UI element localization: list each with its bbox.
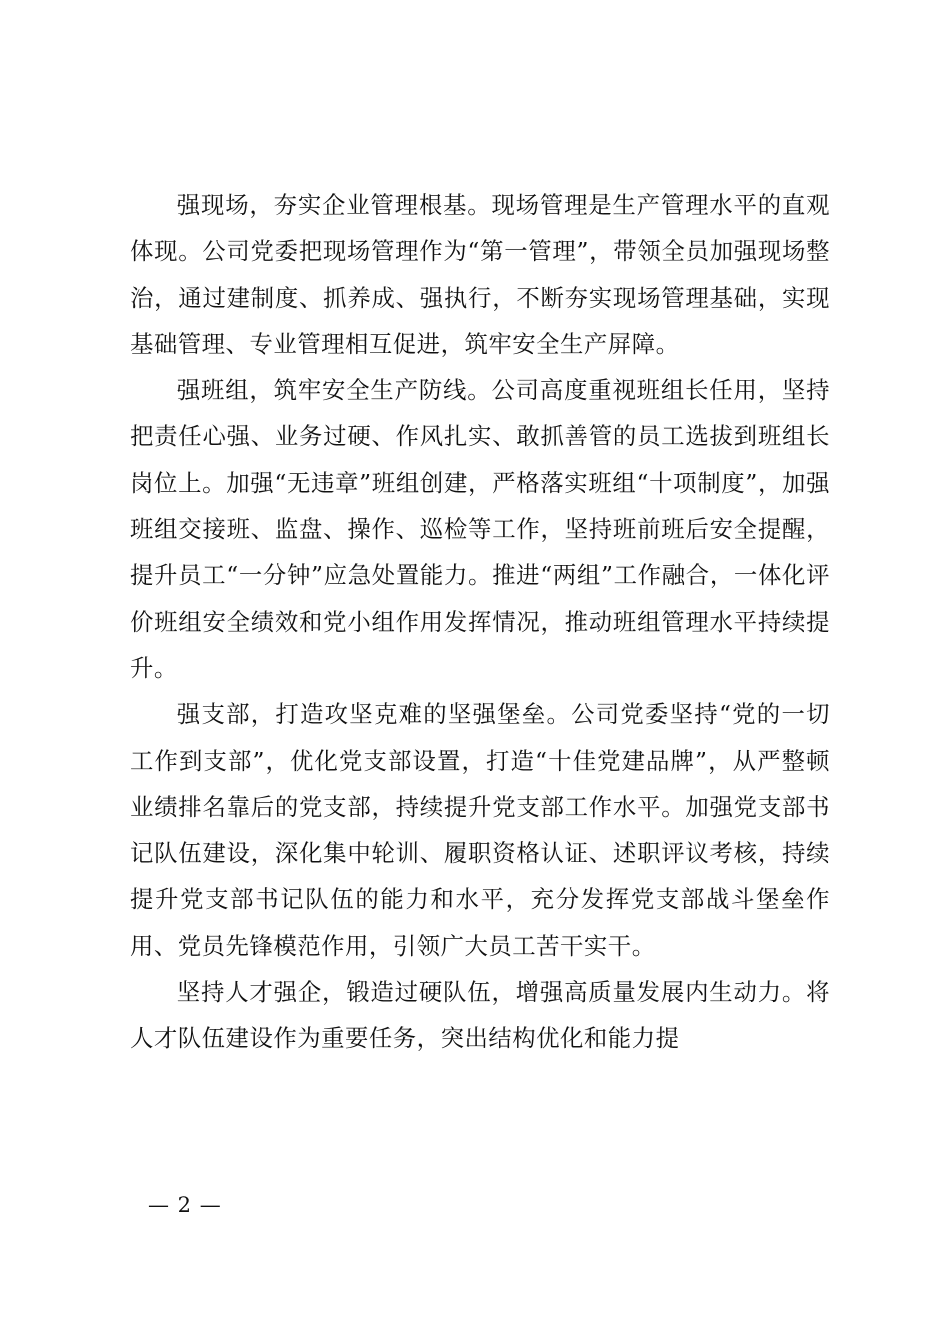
page-number: — 2 — — [148, 1193, 222, 1217]
paragraph-talent: 坚持人才强企，锻造过硬队伍，增强高质量发展内生动力。将人才队伍建设作为重要任务，突出结构优化和能力提 — [130, 978, 830, 1053]
paragraph-strengthen-site: 强现场，夯实企业管理根基。现场管理是生产管理水平的直观体现。公司党委把现场管理作为“第一管理”，带领全员加强现场整治，通过建制度、抓养成、强执行，不断夯实现场管理基础，实现基础管理、专业管理相互促进，筑牢安全生产屏障。 — [130, 191, 830, 358]
paragraph-strengthen-branch: 强支部，打造攻坚克难的坚强堡垒。公司党委坚持“党的一切工作到支部”，优化党支部设置，打造“十佳党建品牌”，从严整顿业绩排名靠后的党支部，持续提升党支部工作水平。加强党支部书记队伍建设，深化集中轮训、履职资格认证、述职评议考核，持续提升党支部书记队伍的能力和水平，充分发挥党支部战斗堡垒作用、党员先锋模范作用，引领广大员工苦干实干。 — [130, 700, 830, 960]
paragraph-strengthen-team: 强班组，筑牢安全生产防线。公司高度重视班组长任用，坚持把责任心强、业务过硬、作风扎实、敢抓善管的员工选拔到班组长岗位上。加强“无违章”班组创建，严格落实班组“十项制度”，加强班组交接班、监盘、操作、巡检等工作，坚持班前班后安全提醒，提升员工“一分钟”应急处置能力。推进“两组”工作融合，一体化评价班组安全绩效和党小组作用发挥情况，推动班组管理水平持续提升。 — [130, 376, 830, 682]
body-text — [130, 182, 830, 1062]
